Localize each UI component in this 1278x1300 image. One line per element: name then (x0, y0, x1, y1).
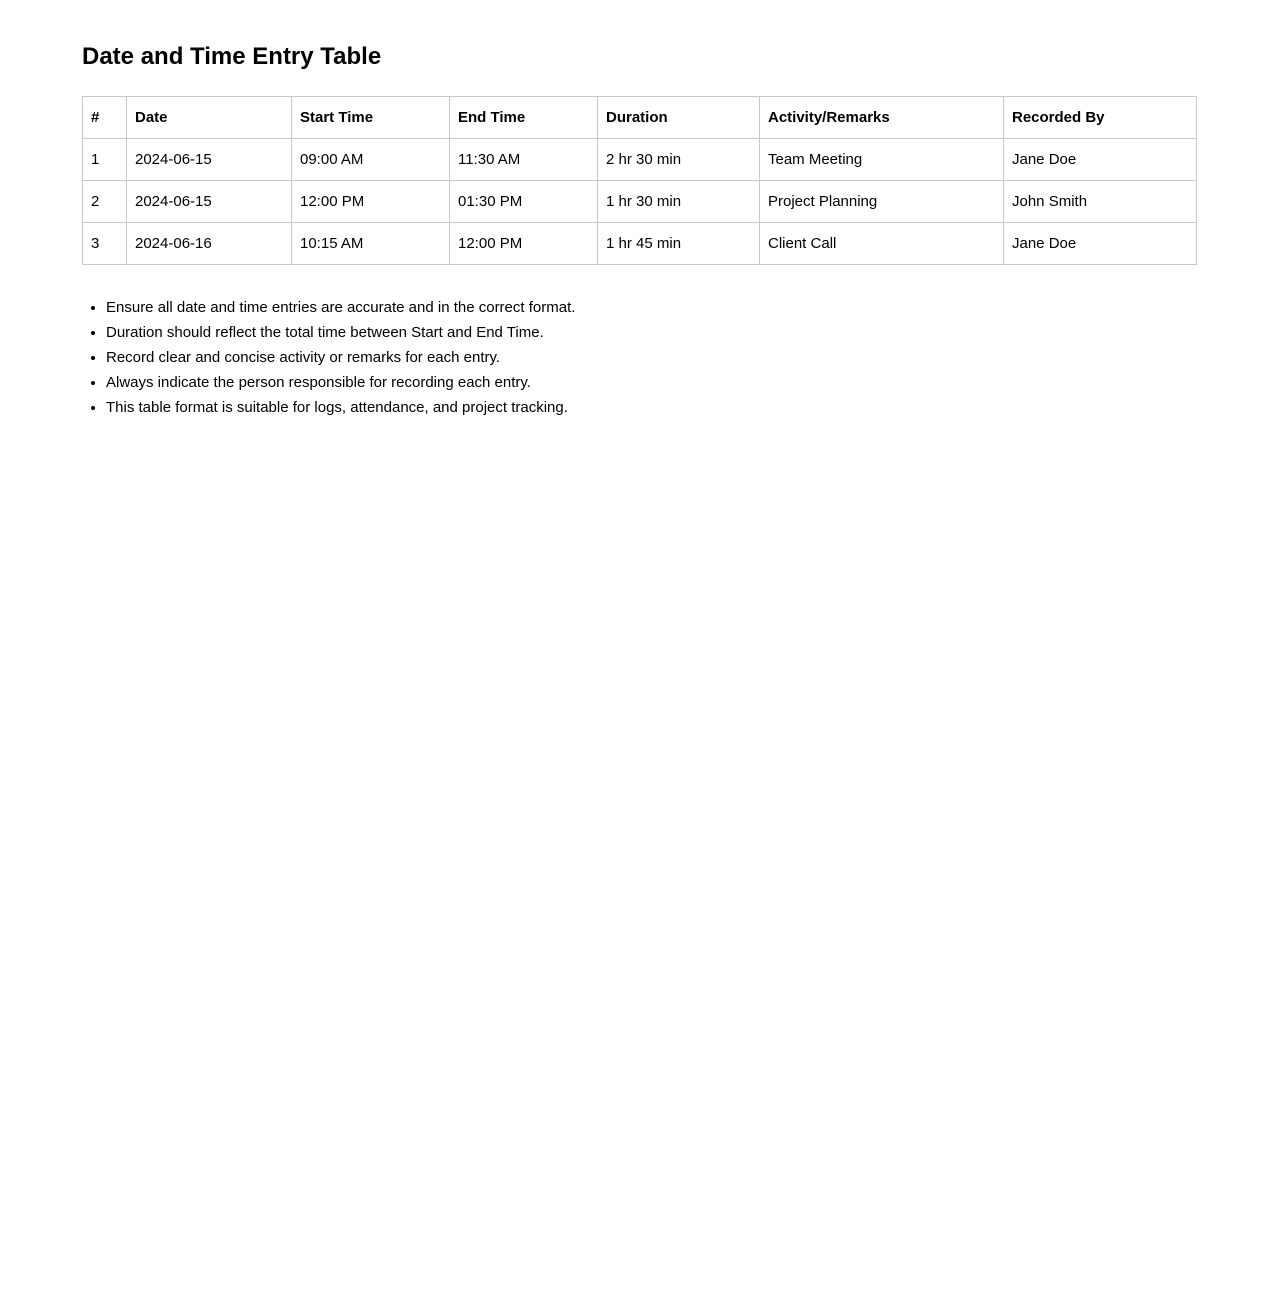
entry-table (82, 96, 1197, 265)
cell-recorded-by: Jane Doe (1004, 223, 1197, 265)
cell-date: 2024-06-15 (127, 139, 292, 181)
cell-recorded-by: John Smith (1004, 181, 1197, 223)
list-item: • Ensure all date and time entries are accurate and in the correct format. (106, 295, 1196, 320)
table-row (83, 223, 1197, 265)
page-title: Date and Time Entry Table (82, 43, 382, 70)
cell-number: 2 (83, 181, 127, 223)
column-header-duration: Duration (598, 97, 760, 139)
cell-end-time: 11:30 AM (450, 139, 598, 181)
page-container (0, 0, 1278, 420)
column-header-recorded-by: Recorded By (1004, 97, 1197, 139)
column-header-end-time: End Time (450, 97, 598, 139)
list-item: • Record clear and concise activity or remarks for each entry. (106, 345, 1196, 370)
column-header-number: # (83, 97, 127, 139)
list-item: • Always indicate the person responsible for recording each entry. (106, 370, 1196, 395)
cell-end-time: 01:30 PM (450, 181, 598, 223)
cell-end-time: 12:00 PM (450, 223, 598, 265)
cell-activity-remarks: Team Meeting (760, 139, 1004, 181)
cell-date: 2024-06-15 (127, 181, 292, 223)
cell-start-time: 12:00 PM (292, 181, 450, 223)
cell-activity-remarks: Client Call (760, 223, 1004, 265)
cell-duration: 2 hr 30 min (598, 139, 760, 181)
list-item: • Duration should reflect the total time between Start and End Time. (106, 320, 1196, 345)
cell-recorded-by: Jane Doe (1004, 139, 1197, 181)
list-item: • This table format is suitable for logs, attendance, and project tracking. (106, 395, 1196, 420)
table-header-row (83, 97, 1197, 139)
cell-start-time: 09:00 AM (292, 139, 450, 181)
cell-number: 1 (83, 139, 127, 181)
cell-duration: 1 hr 45 min (598, 223, 760, 265)
cell-date: 2024-06-16 (127, 223, 292, 265)
column-header-activity-remarks: Activity/Remarks (760, 97, 1004, 139)
cell-start-time: 10:15 AM (292, 223, 450, 265)
column-header-start-time: Start Time (292, 97, 450, 139)
table-row (83, 181, 1197, 223)
column-header-date: Date (127, 97, 292, 139)
cell-number: 3 (83, 223, 127, 265)
notes-list (82, 295, 1196, 420)
cell-duration: 1 hr 30 min (598, 181, 760, 223)
table-row (83, 139, 1197, 181)
cell-activity-remarks: Project Planning (760, 181, 1004, 223)
